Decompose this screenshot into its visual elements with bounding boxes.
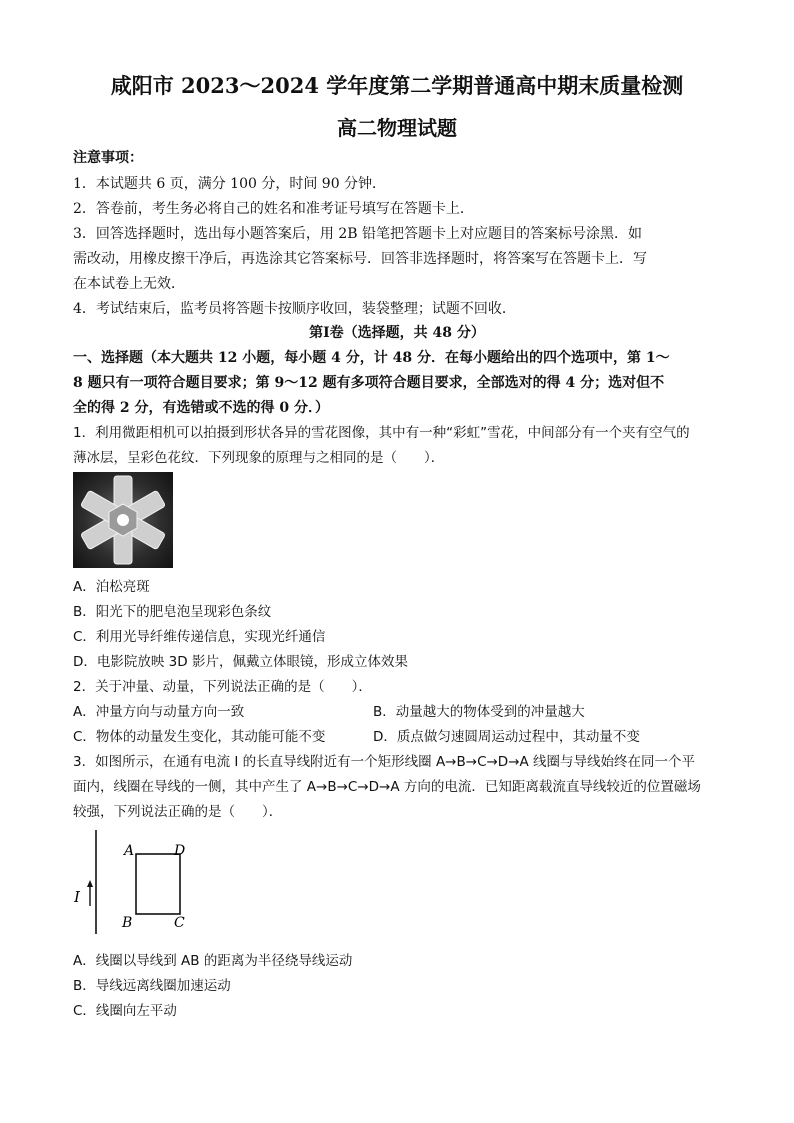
rectangular-coil [136, 854, 180, 914]
snowflake-icon [73, 472, 173, 568]
q1-option-d: D．电影院放映 3D 影片，佩戴立体眼镜，形成立体效果 [73, 654, 408, 670]
q1-stem: 薄冰层，呈彩色花纹．下列现象的原理与之相同的是（ ）． [73, 450, 445, 466]
q1-stem: 1．利用微距相机可以拍摄到形状各异的雪花图像，其中有一种“彩虹”雪花，中间部分有一个夹有空气的 [73, 425, 690, 441]
q3-stem: 较强，下列说法正确的是（ ）． [73, 804, 283, 820]
q2-option-a: A．冲量方向与动量方向一致 [73, 704, 245, 720]
q3-option-c: C．线圈向左平动 [73, 1003, 177, 1019]
exam-title: 咸阳市 2023～2024 学年度第二学期普通高中期末质量检测 [110, 73, 684, 98]
q2-option-b: B．动量越大的物体受到的冲量越大 [373, 704, 585, 720]
notice-heading: 注意事项： [73, 150, 143, 166]
vertex-a-label: A [124, 843, 135, 859]
q1-option-c: C．利用光导纤维传递信息，实现光纤通信 [73, 629, 326, 645]
q1-option-b: B．阳光下的肥皂泡呈现彩色条纹 [73, 604, 272, 620]
q3-option-b: B．导线远离线圈加速运动 [73, 978, 231, 994]
q2-stem: 2．关于冲量、动量，下列说法正确的是（ ）． [73, 679, 372, 695]
exam-subtitle: 高二物理试题 [337, 116, 457, 140]
wire-coil-diagram [70, 828, 200, 936]
notice-item: 3．回答选择题时，选出每小题答案后，用 2B 铅笔把答题卡上对应题目的答案标号涂黑．如 [73, 226, 643, 242]
notice-item: 1．本试题共 6 页，满分 100 分，时间 90 分钟． [73, 176, 387, 192]
vertex-c-label: C [174, 915, 185, 931]
section-instructions: 一、选择题（本大题共 12 小题，每小题 4 分，计 48 分．在每小题给出的四个选项中，第 1～ [73, 350, 670, 366]
notice-item: 需改动，用橡皮擦干净后，再选涂其它答案标号．回答非选择题时，将答案写在答题卡上．写 [73, 251, 647, 267]
q2-option-d: D．质点做匀速圆周运动过程中，其动量不变 [373, 729, 640, 745]
q3-option-a: A．线圈以导线到 AB 的距离为半径绕导线运动 [73, 953, 353, 969]
current-arrow-head [87, 880, 93, 887]
notice-item: 在本试卷上无效． [73, 276, 185, 292]
q2-option-c: C．物体的动量发生变化，其动能可能不变 [73, 729, 326, 745]
vertex-d-label: D [174, 843, 186, 859]
notice-item: 2．答卷前，考生务必将自己的姓名和准考证号填写在答题卡上． [73, 201, 474, 217]
q1-option-a: A．泊松亮斑 [73, 579, 150, 595]
q3-stem: 3．如图所示，在通有电流 I 的长直导线附近有一个矩形线圈 A→B→C→D→A 线圈与导线始终在同一个平 [73, 754, 696, 770]
vertex-b-label: B [122, 915, 133, 931]
section-instructions: 8 题只有一项符合题目要求；第 9～12 题有多项符合题目要求，全部选对的得 4 分；选对但不 [73, 375, 665, 391]
section-instructions: 全的得 2 分，有选错或不选的得 0 分．） [73, 400, 329, 416]
section-title: 第Ⅰ卷（选择题，共 48 分） [309, 325, 485, 341]
q3-stem: 面内，线圈在导线的一侧，其中产生了 A→B→C→D→A 方向的电流．已知距离载流直导线较近的位置磁场 [73, 779, 701, 795]
notice-item: 4．考试结束后，监考员将答题卡按顺序收回，装袋整理；试题不回收． [73, 301, 516, 317]
snowflake-photo [73, 472, 173, 568]
current-label: I [74, 888, 80, 906]
